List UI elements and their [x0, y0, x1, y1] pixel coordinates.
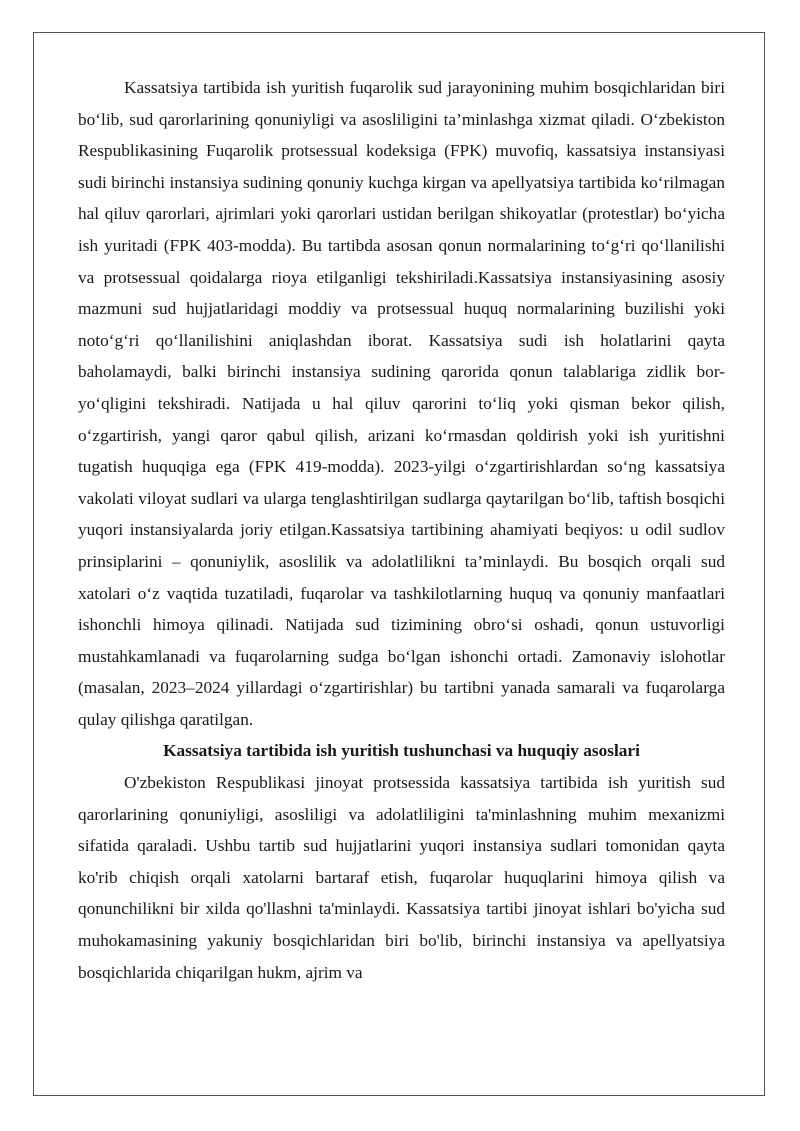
paragraph-legal-basis: O'zbekiston Respublikasi jinoyat protsessida kassatsiya tartibida ish yuritish sud qarorlarining qonuniyligi, asosliligi va adolatliligini ta'minlashning muhim mexanizmi sifatida qaraladi. Ushbu tartib sud hujjatlarini yuqori instansiya sudlari tomonidan qayta ko'rib chiqish orqali xatolarni bartaraf etish, fuqarolar huquqlarini himoya qilish va qonunchilikni bir xilda qo'llashni ta'minlaydi. Kassatsiya tartibi jinoyat ishlari bo'yicha sud muhokamasining yakuniy bosqichlaridan biri bo'lib, birinchi instansiya va apellyatsiya bosqichlarida chiqarilgan hukm, ajrim va [78, 773, 725, 982]
document-body [78, 72, 725, 988]
paragraph-intro: Kassatsiya tartibida ish yuritish fuqarolik sud jarayonining muhim bosqichlaridan biri bo‘lib, sud qarorlarining qonuniyligi va asosliligini ta’minlashga xizmat qiladi. O‘zbekiston Respublikasining Fuqarolik protsessual kodeksiga (FPK) muvofiq, kassatsiya instansiyasi sudi birinchi instansiya sudining qonuniy kuchga kirgan va apellyatsiya tartibida ko‘rilmagan hal qiluv qarorlari, ajrimlari yoki qarorlari ustidan berilgan shikoyatlar (protestlar) bo‘yicha ish yuritadi (FPK 403-modda). Bu tartibda asosan qonun normalarining to‘g‘ri qo‘llanilishi va protsessual qoidalarga rioya etilganligi tekshiriladi.Kassatsiya instansiyasining asosiy mazmuni sud hujjatlaridagi moddiy va protsessual huquq normalarining buzilishi yoki noto‘g‘ri qo‘llanilishini aniqlashdan iborat. Kassatsiya sudi ish holatlarini qayta baholamaydi, balki birinchi instansiya sudining qarorida qonun talablariga zidlik bor-yo‘qligini tekshiradi. Natijada u hal qiluv qarorini to‘liq yoki qisman bekor qilish, o‘zgartirish, yangi qaror qabul qilish, arizani ko‘rmasdan qoldirish yoki ish yuritishni tugatish huquqiga ega (FPK 419-modda). 2023-yilgi o‘zgartirishlardan so‘ng kassatsiya vakolati viloyat sudlari va ularga tenglashtirilgan sudlarga qaytarilgan bo‘lib, taftish bosqichi yuqori instansiyalarda joriy etilgan.Kassatsiya tartibining ahamiyati beqiyos: u odil sudlov prinsiplarini – qonuniylik, asoslilik va adolatlilikni ta’minlaydi. Bu bosqich orqali sud xatolari o‘z vaqtida tuzatiladi, fuqarolar va tashkilotlarning huquq va qonuniy manfaatlari ishonchli himoya qilinadi. Natijada sud tizimining obro‘si oshadi, qonun ustuvorligi mustahkamlanadi va fuqarolarning sudga bo‘lgan ishonchi ortadi. Zamonaviy islohotlar (masalan, 2023–2024 yillardagi o‘zgartirishlar) bu tartibni yanada samarali va fuqarolarga qulay qilishga qaratilgan. [78, 78, 725, 729]
section-heading: Kassatsiya tartibida ish yuritish tushunchasi va huquqiy asoslari [163, 741, 640, 761]
